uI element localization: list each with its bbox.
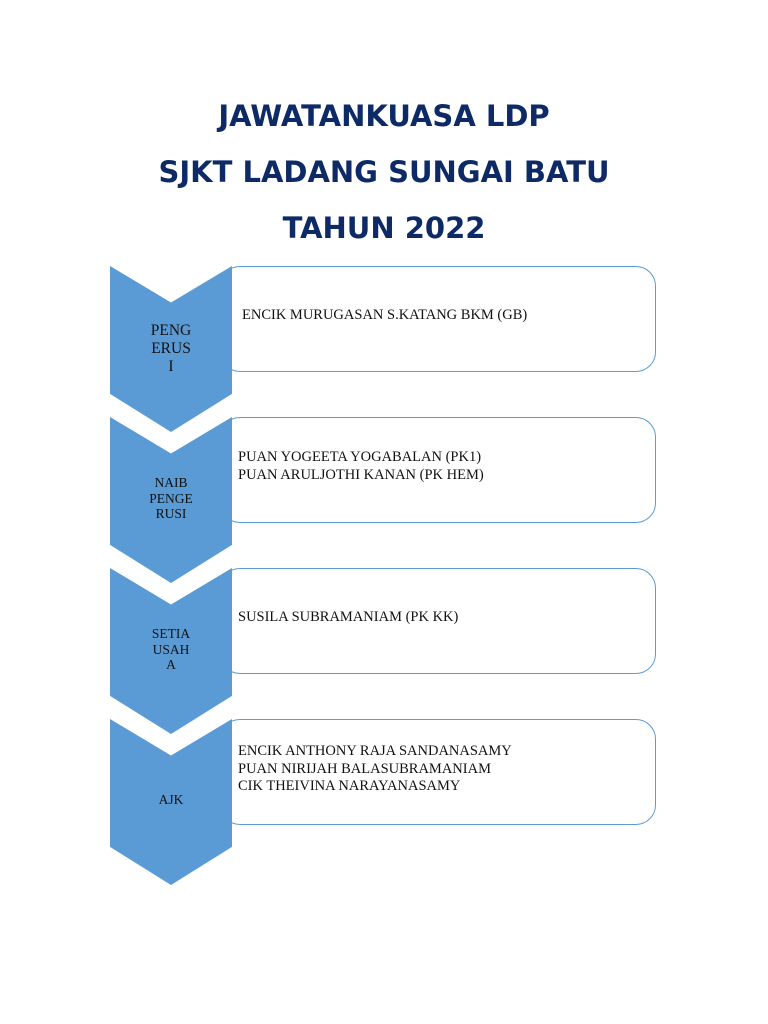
- title-line-2: SJKT LADANG SUNGAI BATU: [158, 155, 610, 189]
- role-label: [110, 475, 232, 522]
- committee-row-naib-pengerusi: [0, 417, 768, 587]
- document-title: [0, 88, 768, 256]
- member-name: PUAN YOGEETA YOGABALAN (PK1): [238, 449, 482, 465]
- committee-row-setiausaha: [0, 568, 768, 738]
- member-name: ENCIK MURUGASAN S.KATANG BKM (GB): [242, 307, 528, 323]
- role-label-line: A: [166, 657, 176, 672]
- member-list: [238, 449, 484, 484]
- role-label: [110, 626, 232, 673]
- role-label-line: NAIB: [154, 475, 188, 490]
- member-list: [238, 743, 512, 796]
- member-list: [242, 307, 527, 325]
- member-name: ENCIK ANTHONY RAJA SANDANASAMY: [238, 743, 512, 759]
- role-label-line: RUSI: [155, 506, 187, 521]
- role-label-line: AJK: [158, 792, 184, 807]
- member-list: [238, 609, 458, 627]
- committee-row-pengerusi: [0, 266, 768, 436]
- role-label-line: I: [168, 358, 174, 375]
- role-label-line: USAH: [152, 641, 190, 657]
- role-label: [110, 792, 232, 808]
- committee-row-ajk: [0, 719, 768, 889]
- role-label: [110, 322, 232, 376]
- member-name: CIK THEIVINA NARAYANASAMY: [238, 778, 461, 794]
- role-label-line: ERUS: [151, 340, 191, 357]
- title-line-1: JAWATANKUASA LDP: [218, 99, 550, 133]
- member-name: SUSILA SUBRAMANIAM (PK KK): [238, 609, 459, 625]
- member-name: PUAN NIRIJAH BALASUBRAMANIAM: [238, 760, 491, 777]
- member-name: PUAN ARULJOTHI KANAN (PK HEM): [238, 466, 484, 483]
- title-line-3: TAHUN 2022: [282, 211, 486, 245]
- role-label-line: SETIA: [151, 626, 191, 641]
- role-label-line: PENG: [150, 322, 192, 339]
- role-label-line: PENGE: [149, 490, 193, 506]
